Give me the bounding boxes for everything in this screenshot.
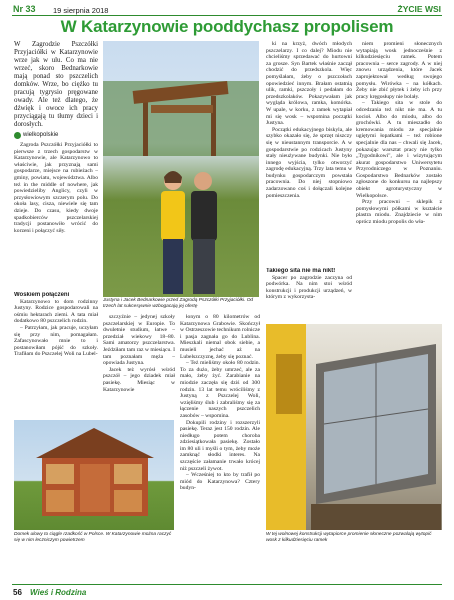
footer-rule [12, 584, 442, 585]
section-label: ŻYCIE WSI [397, 4, 441, 14]
paragraph: Katarzynowo to dom rodzinny Justyny. Rodzice gospodarowali na ośmiu hektarach ziemi. A tata miał dodatkowo 80 pszczelich rodzin. [14, 298, 98, 325]
subheading-2: Takiego sita nie ma nikt! [266, 268, 336, 274]
paragraph: Początki edukacyjnego biskyla, ale szybko okazało się, że sprzęt niszczy się w nieustannym transporcie. A w gospodarstwie po rodzicach Justyny stały nieużywane budynki. Nie było innego wyjścia, tylko otworzyć zagrodę edukacyjną. Trzy lata temu w budynku gospodarczym powstała pracownia. Do niej stopniowo zadarzowano coś i dołączali kolejne pomieszczenia. [266, 126, 352, 199]
paragraph: Jacek też wyrósł wśród pszczół – jego dziadek miał pasiekę. Miesiąc w Katarzynowie [103, 366, 175, 393]
magazine-name: Wieś i Rodzina [30, 588, 87, 597]
photo-solar-wax-melter [266, 324, 442, 530]
caption-beehive-house: Domek ulowy to ciągle rzadkość w Polsce. W Katarzynowie można raczyć się w nim leczniczym powietrzem [14, 532, 172, 543]
header-rule [12, 15, 442, 16]
paragraph: – Takiego sita w stole do odcedzania też nikt nie ma. A tu kocioł. Albo do miodu, albo do grochówki. A tu mieszadło do kremowania miodu ze specjalnie ugiętymi łopatkami – też robione specjalnie dla nas – chwali się Jacek, pokazując warsztat pracy nie tylko „Tygodnikowi", ale i wizytującym akurat gospodarstwo Uniwersytetu Przyrodniczego w Poznaniu. Gospodarstwo Bednarków zostało zgłoszone do konkursu na najlepszy obiekt agroturystyczny w Wielkopolsce. [356, 100, 442, 199]
subheading-1: Woskiem połączeni [14, 292, 70, 298]
caption-solar-melter: W tej wolnowej konstrukcji wytapiorce promienie słoneczne pozwalają wytopić wosk z kilkudziesięciu ramek [266, 532, 432, 543]
paragraph: szczyźnie – jedynej szkoły pszczelarskiej w Europie. To dwuletnie studium, łatwe – przedział wiekowy 18–80. Sami amatorzy pszczelarstwa. Jeździłam tam raz w miesiącu. I tam poznałam męża – opowiada Justyna. [103, 314, 175, 367]
column-1 [14, 41, 98, 291]
beehive-house-illustration [14, 420, 174, 530]
paragraph: – Też mieliśmy około 80 rodzin. To za dużo, żeby umrzeć, ale za mało, żeby żyć. Zarabianie na miodzie zaczęła się dziś od 300 rodzin. 13 lat temu wróciliśmy z Justyną z Pszczelej Woli, wzięliśmy ślub i zabraliśmy się za łączenie naszych pszczelich zasobów – wspomina. [180, 360, 260, 419]
paragraph: ki na krzyż, dwóch młodych pszczelarzy. I co dalej? Miodu nie chcieliśmy sprzedawać do hurtowni za grosze. Syn Bartek właśnie zaczął chodzić do przedszkola. Więc pomyślałam, żeby o pszczołach opowiedzieć innym. Brałam ostatnią ulik, ramki, pszczoły i pedałam do przedszkolaków. Pokazywałam jak wygląda królowa, ramka, komórka. W upale, w korku, z ramek wytapiał mi się wosk – wspomina początki Justyna. [266, 41, 352, 127]
solar-melter-illustration [266, 324, 442, 530]
paragraph: Przy pracowni – sklepik z pomysłowymi półkami w kształcie plastra miodu. Znajdziecie w nim oprócz miodu propolis do wła- [356, 199, 442, 226]
photo-couple [103, 41, 259, 297]
issue-date: 19 sierpnia 2018 [53, 6, 109, 15]
column-2 [103, 314, 175, 424]
paragraph: Spacer po zagrodzie zaczyna od podwórka. Na nim stoi wśród konstrukcji i produkcji urządzeń, w którym z wykorzysta- [266, 274, 352, 301]
byline-region: wielkopolskie [23, 132, 59, 139]
couple-illustration [103, 41, 259, 297]
caption-couple: Justyna i Jacek Bednarkowie przed Zagrodą Pszczółki Przyjaciółki. Od trzech lat sukcesywnie wzbogacają jej ofertę [103, 298, 254, 309]
article-lead: W Zagrodzie Pszczółki Przyjaciółki w Katarzynowie wrze jak w ulu. Co ma nie wrzeć, skoro Bednarkowie mają ponad sto pszczelich domków. Wrze, bo ciężko tu pracują tygrysio pręgowane owady. Ale też dlatego, że dźwięk i owoce ich pracy przyciągają tu tłumy dzieci i dorosłych. [14, 41, 98, 128]
page-number: 56 [13, 588, 22, 597]
location-pin-icon [14, 132, 21, 139]
paragraph: Dokupili rodziny i rozszerzyli pasiekę. Teraz jest 150 rodzin. Ale niedługo potem choroba zdziesiątkowała pasiekę. Zostało im 80 uli i myśli o tym, żeby może zamknąć słodki interes. Na szczęście załamanie trwało krócej niż pszczeli żywot. [180, 419, 260, 472]
column-4 [266, 41, 352, 266]
article-title: W Katarzynowie pooddychasz propolisem [60, 17, 394, 36]
paragraph: – Wcześniej to kto by trafił po miód do Katarzynowa? Cztery budyn- [180, 472, 260, 492]
byline [14, 132, 98, 139]
paragraph: Zagroda Pszczółki Przyjaciółki to pierwsze z trzech gospodarstw w Katarzynowie, ale Katarzynowo to właściwie, jak przyznają sami gospodarze, miejsce na rubieżach – gminy, powiatu, województwa. Albo też in the middle of nowhere, jak powiedzieliby Anglicy, czyli w przysłowiowym szczerym polu. Do okoła lasy, cisza, niewiele się tam dzieje. Do czasu, kiedy dwoje spadkobierców pszczelarskiej tradycji postanowiło wrócić do korzeni i połączyć siły. [14, 142, 98, 234]
column-3 [180, 314, 260, 586]
paragraph: niem promieni słonecznych wytapiają wosk jednocześnie z kilkudziesięciu ramek. Potem pracownia – serce zagrody. A w niej znowu urządzenia, które Jacek zaprojektował według swojego pomysłu. Wirówka – na kółkach. Żeby nie zbić płytek i żeby ich przy pracy kręgosłupy nie bolały. [356, 41, 442, 100]
paragraph: – Patrzyłam, jak pracuje, uczyłam się przy nim, pomagałam. Zafascynowało mnie to i postanowiłam pójść do szkoły. Trafiłam do Pszczelej Woli na Lubel- [14, 324, 98, 358]
column-5 [356, 41, 442, 321]
column-4b [266, 268, 352, 318]
paragraph: łonym o 80 kilometrów od Katarzynowa Grabowie. Skończył w Ostrzeszowie technikum rolnicze i pasja zagnała go do Lublina. Mieszkali niemal obok siebie, a musieli jechać aż na Lubelszczyznę, żeby się poznać. [180, 314, 260, 360]
column-1b [14, 292, 98, 410]
photo-beehive-house [14, 420, 174, 530]
issue-number: Nr 33 [13, 4, 36, 14]
